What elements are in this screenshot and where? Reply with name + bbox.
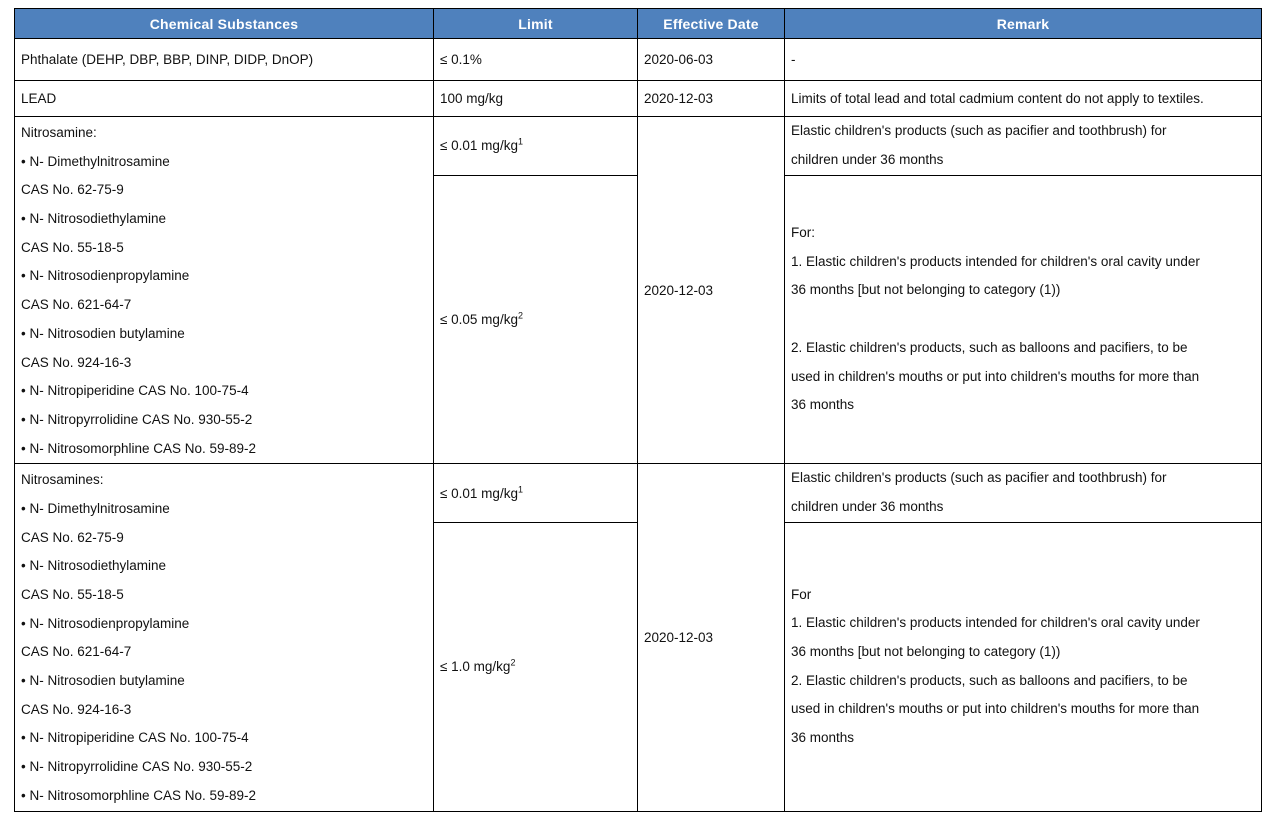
- lead-remark: Limits of total lead and total cadmium content do not apply to textiles.: [785, 81, 1262, 117]
- list-item: children under 36 months: [791, 499, 944, 515]
- list-item: used in children's mouths or put into children's mouths for more than: [791, 368, 1200, 384]
- list-item: • N- Dimethylnitrosamine: [21, 500, 170, 516]
- list-item: children under 36 months: [791, 151, 944, 167]
- list-item: • N- Nitrosodien butylamine: [21, 673, 185, 689]
- list-item: 36 months [but not belonging to category (1)): [791, 644, 1061, 660]
- table-row-lead: [15, 81, 1262, 117]
- nitrosamine-limit-1: ≤ 0.01 $mg/kg^1$: [434, 117, 638, 176]
- lead-limit: 100 mg/kg: [434, 81, 638, 117]
- lead-date: 2020-12-03: [638, 81, 785, 117]
- lead-substance: LEAD: [15, 81, 434, 117]
- nitrosamine-substance-cell: [15, 117, 434, 464]
- nitrosamine-remark-1: [785, 117, 1262, 176]
- nitrosamine-substance-list: [21, 118, 427, 463]
- list-item: CAS No. 55-18-5: [21, 587, 124, 602]
- list-item: Nitrosamines:: [21, 472, 104, 488]
- list-item: • N- Nitropyrrolidine CAS No. 930-55-2: [21, 411, 253, 427]
- nitrosamine-remark-2: [785, 175, 1262, 464]
- list-item: • N- Nitropiperidine CAS No. 100-75-4: [21, 383, 249, 399]
- list-item: used in children's mouths or put into children's mouths for more than: [791, 701, 1200, 717]
- list-item: Nitrosamine:: [21, 125, 97, 140]
- nitrosamine-limit-2: ≤ 0.05 $mg/kg^2$: [434, 175, 638, 464]
- header-effective-date: Effective Date: [638, 9, 785, 39]
- list-item: 1. Elastic children's products intended for children's oral cavity under: [791, 615, 1200, 631]
- list-item: CAS No. 55-18-5: [21, 239, 124, 255]
- nitrosamine-date: 2020-12-03: [638, 117, 785, 464]
- list-item: 2. Elastic children's products, such as balloons and pacifiers, to be: [791, 339, 1188, 355]
- nitrosamines-remark-2-for: For: [791, 586, 812, 602]
- header-limit: Limit: [434, 9, 638, 39]
- list-item: 1. Elastic children's products intended for children's oral cavity under: [791, 253, 1200, 269]
- nitrosamines-date: 2020-12-03: [638, 464, 785, 811]
- header-remark: Remark: [785, 9, 1262, 39]
- list-item: CAS No. 621-64-7: [21, 297, 132, 313]
- list-item: • N- Nitrosodienpropylamine: [21, 268, 190, 284]
- header-row: [15, 9, 1262, 39]
- list-item: 36 months: [791, 730, 855, 746]
- list-item: CAS No. 924-16-3: [21, 354, 132, 370]
- table-row-nitrosamine-a: [15, 117, 1262, 176]
- list-item: CAS No. 62-75-9: [21, 182, 124, 198]
- nitrosamines-remark-1: [785, 464, 1262, 523]
- header-chemical-substances: Chemical Substances: [15, 9, 434, 39]
- table-row-phthalate: [15, 39, 1262, 81]
- list-item: • N- Nitropyrrolidine CAS No. 930-55-2: [21, 759, 253, 775]
- list-item: 36 months: [791, 397, 855, 413]
- phthalate-limit: ≤ 0.1%: [434, 39, 638, 81]
- list-item: • N- Nitrosodien butylamine: [21, 325, 185, 341]
- nitrosamines-substance-list: [21, 465, 427, 810]
- nitrosamine-remark-2-for: For:: [791, 225, 816, 241]
- phthalate-remark: -: [785, 39, 1262, 81]
- list-item: Elastic children's products (such as pacifier and toothbrush) for: [791, 123, 1167, 139]
- list-item: CAS No. 621-64-7: [21, 644, 132, 660]
- list-item: • N- Nitrosodiethylamine: [21, 558, 167, 574]
- list-item: • N- Nitrosomorphline CAS No. 59-89-2: [21, 440, 257, 456]
- list-item: • N- Nitrosomorphline CAS No. 59-89-2: [21, 787, 257, 803]
- phthalate-substance: Phthalate (DEHP, DBP, BBP, DINP, DIDP, DnOP): [15, 39, 434, 81]
- chemical-limits-table: [14, 8, 1262, 812]
- list-item: 2. Elastic children's products, such as balloons and pacifiers, to be: [791, 672, 1188, 688]
- list-item: CAS No. 62-75-9: [21, 529, 124, 545]
- list-item: • N- Nitropiperidine CAS No. 100-75-4: [21, 730, 249, 746]
- list-item: Elastic children's products (such as pacifier and toothbrush) for: [791, 470, 1167, 486]
- list-item: • N- Dimethylnitrosamine: [21, 153, 170, 169]
- list-item: 36 months [but not belonging to category (1)): [791, 282, 1061, 298]
- nitrosamines-limit-2: ≤ 1.0 $mg/kg^2$: [434, 522, 638, 811]
- list-item: • N- Nitrosodiethylamine: [21, 211, 167, 227]
- list-item: CAS No. 924-16-3: [21, 701, 132, 717]
- table-row-nitrosamines-a: [15, 464, 1262, 523]
- nitrosamines-limit-1: ≤ 0.01 $mg/kg^1$: [434, 464, 638, 523]
- list-item: • N- Nitrosodienpropylamine: [21, 615, 190, 631]
- phthalate-date: 2020-06-03: [638, 39, 785, 81]
- nitrosamines-remark-2: [785, 522, 1262, 811]
- nitrosamines-substance-cell: [15, 464, 434, 811]
